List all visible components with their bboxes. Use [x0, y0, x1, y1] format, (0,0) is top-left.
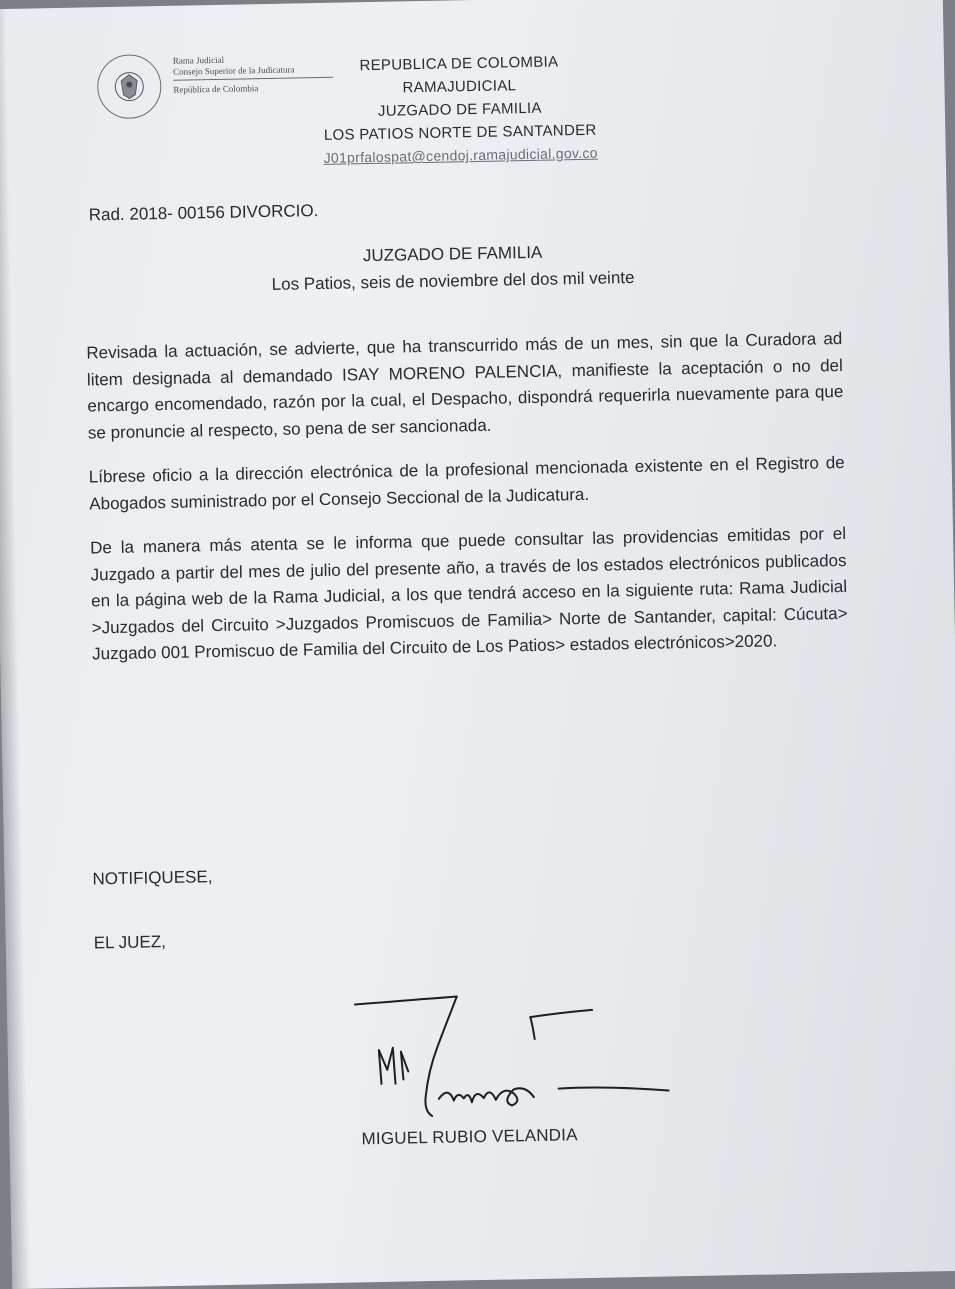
page-edge-shadow	[0, 9, 30, 1289]
paragraph: Líbrese oficio a la dirección electrónica de la profesional mencionada existente en el Registro de Abogados suministrado por el Consejo Seccional de la Judicatura.	[88, 452, 845, 513]
handwritten-signature	[352, 986, 685, 1137]
court-heading	[212, 236, 693, 299]
paragraph: De la manera más atenta se le informa que puede consultar las providencias emitidas por el Juzgado a partir del mes de julio del presente año, a través de los estados electrónicos publicados en la página web de la Rama Judicial, a los que tendrá acceso en la siguiente ruta: Rama Judicial >Juzgados del Circuito >Juzgados Promiscuos de Familia> Norte de Santander, capital: Cúcuta> Juzgado 001 Promiscuo de Familia del Circuito de Los Patios> estados electrónicos>2020.	[89, 523, 848, 664]
letterhead-line: REPUBLICA DE COLOMBIA	[359, 53, 559, 75]
letterhead	[289, 49, 631, 171]
court-title: JUZGADO DE FAMILIA	[362, 242, 543, 266]
date-line: Los Patios, seis de noviembre del dos mil veinte	[271, 267, 635, 294]
logo-line: Consejo Superior de la Judicatura	[172, 64, 295, 77]
logo-line: Rama Judicial	[172, 54, 225, 66]
letterhead-line: LOS PATIOS NORTE DE SANTANDER	[323, 121, 597, 144]
letterhead-line: RAMAJUDICIAL	[402, 77, 517, 97]
order-body	[86, 326, 848, 686]
closing-text: NOTIFIQUESE,	[92, 867, 213, 889]
signer-role: EL JUEZ,	[93, 932, 167, 953]
letterhead-line: JUZGADO DE FAMILIA	[377, 99, 542, 120]
signer-name: MIGUEL RUBIO VELANDIA	[361, 1125, 578, 1149]
coat-of-arms-icon	[97, 54, 162, 119]
case-reference: Rad. 2018- 00156 DIVORCIO.	[88, 201, 319, 225]
paragraph: Revisada la actuación, se advierte, que ha transcurrido más de un mes, sin que la Curadora ad litem designada al demandado ISAY MORENO PALENCIA, manifieste la aceptación o no del encargo encomendado, razón por la cual, el Despacho, dispondrá requerirla nuevamente para que se pronuncie al respecto, so pena de ser sancionada.	[86, 328, 844, 442]
logo-line: República de Colombia	[173, 83, 259, 95]
court-email-link[interactable]: J01prfalospat@cendoj.ramajudicial.gov.co	[323, 144, 598, 166]
